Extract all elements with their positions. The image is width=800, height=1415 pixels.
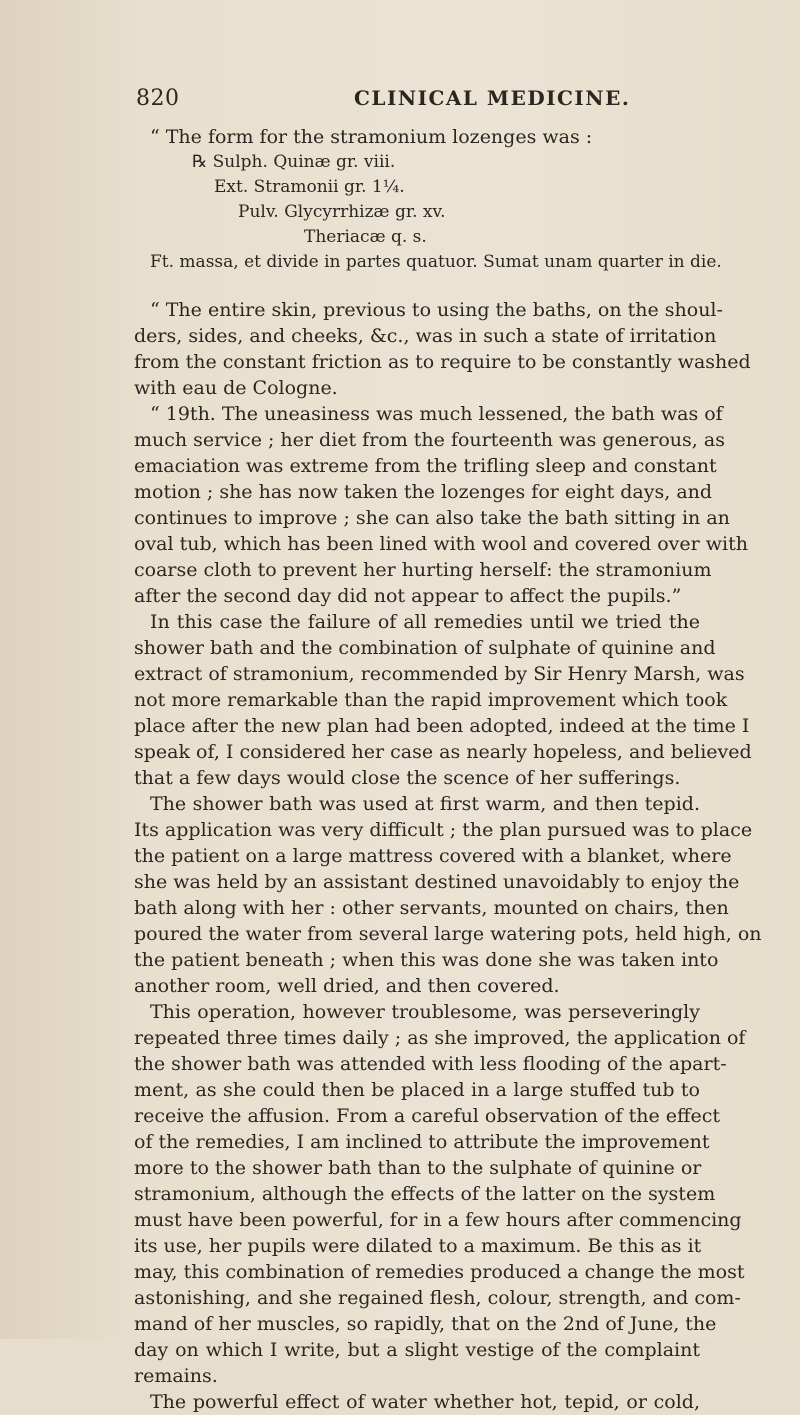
text-line: bath along with her : other servants, mounted on chairs, then: [134, 897, 729, 919]
text-line: with eau de Cologne.: [134, 377, 338, 399]
text-line: The shower bath was used at first warm, and then tepid.: [150, 793, 700, 815]
prescription-intro: “ The form for the stramonium lozenges was :: [150, 126, 593, 148]
text-line: day on which I write, but a slight vestige of the complaint: [134, 1339, 700, 1361]
text-line: from the constant friction as to require to be constantly washed: [134, 351, 751, 373]
paragraph: [134, 999, 746, 1389]
text-line: ders, sides, and cheeks, &c., was in such a state of irritation: [134, 325, 717, 347]
text-line: another room, well dried, and then covered.: [134, 975, 560, 997]
text-line: In this case the failure of all remedies until we tried the: [150, 611, 700, 633]
prescription-line: Ext. Stramonii gr. 1¼.: [214, 177, 405, 197]
text-line: The powerful effect of water whether hot, tepid, or cold,: [150, 1391, 700, 1413]
text-line: speak of, I considered her case as nearly hopeless, and believed: [134, 741, 752, 763]
prescription-line: Pulv. Glycyrrhizæ gr. xv.: [238, 202, 446, 222]
text-line: motion ; she has now taken the lozenges for eight days, and: [134, 481, 713, 503]
text-line: much service ; her diet from the fourteenth was generous, as: [134, 429, 725, 451]
text-line: mand of her muscles, so rapidly, that on the 2nd of June, the: [134, 1313, 717, 1335]
text-line: Its application was very difficult ; the plan pursued was to place: [134, 819, 753, 841]
text-line: oval tub, which has been lined with wool and covered over with: [134, 533, 748, 555]
page-header: [136, 86, 696, 116]
paragraph: [134, 297, 751, 401]
text-line: more to the shower bath than to the sulphate of quinine or: [134, 1157, 702, 1179]
text-line: This operation, however troublesome, was perseveringly: [150, 1001, 700, 1023]
text-line: astonishing, and she regained flesh, colour, strength, and com-: [134, 1287, 741, 1309]
text-line: coarse cloth to prevent her hurting herself: the stramonium: [134, 559, 712, 581]
text-line: that a few days would close the scence of her sufferings.: [134, 767, 681, 789]
text-line: repeated three times daily ; as she improved, the application of: [134, 1027, 746, 1049]
text-line: poured the water from several large watering pots, held high, on: [134, 923, 762, 945]
prescription-line: Theriacæ q. s.: [304, 227, 427, 247]
page-number: 820: [136, 86, 180, 111]
text-line: must have been powerful, for in a few hours after commencing: [134, 1209, 742, 1231]
text-line: the patient beneath ; when this was done she was taken into: [134, 949, 719, 971]
text-line: “ 19th. The uneasiness was much lessened, the bath was of: [150, 403, 723, 425]
text-line: she was held by an assistant destined unavoidably to enjoy the: [134, 871, 740, 893]
prescription-line: Ft. massa, et divide in partes quatuor. Sumat unam quarter in die.: [150, 252, 722, 272]
text-line: the patient on a large mattress covered with a blanket, where: [134, 845, 732, 867]
text-line: its use, her pupils were dilated to a maximum. Be this as it: [134, 1235, 702, 1257]
text-line: emaciation was extreme from the trifling sleep and constant: [134, 455, 717, 477]
paragraph-gap: [134, 275, 700, 297]
text-line: after the second day did not appear to affect the pupils.”: [134, 585, 682, 607]
text-line: place after the new plan had been adopted, indeed at the time I: [134, 715, 750, 737]
text-line: of the remedies, I am inclined to attribute the improvement: [134, 1131, 710, 1153]
text-line: the shower bath was attended with less flooding of the apart-: [134, 1053, 727, 1075]
paragraph: [134, 791, 762, 999]
paragraph: [134, 609, 752, 791]
text-line: remains.: [134, 1365, 218, 1387]
paragraph: [134, 401, 748, 609]
text-line: extract of stramonium, recommended by Sir Henry Marsh, was: [134, 663, 745, 685]
text-line: continues to improve ; she can also take the bath sitting in an: [134, 507, 730, 529]
running-head: CLINICAL MEDICINE.: [354, 86, 631, 110]
text-line: ment, as she could then be placed in a large stuffed tub to: [134, 1079, 700, 1101]
text-line: receive the affusion. From a careful observation of the effect: [134, 1105, 721, 1127]
paragraph: [134, 1389, 700, 1415]
body-text: [134, 124, 762, 1415]
prescription-line: ℞ Sulph. Quinæ gr. viii.: [192, 152, 396, 172]
text-line: may, this combination of remedies produced a change the most: [134, 1261, 745, 1283]
text-line: not more remarkable than the rapid improvement which took: [134, 689, 728, 711]
text-line: stramonium, although the effects of the latter on the system: [134, 1183, 716, 1205]
text-line: shower bath and the combination of sulphate of quinine and: [134, 637, 716, 659]
text-line: “ The entire skin, previous to using the baths, on the shoul-: [150, 299, 723, 321]
